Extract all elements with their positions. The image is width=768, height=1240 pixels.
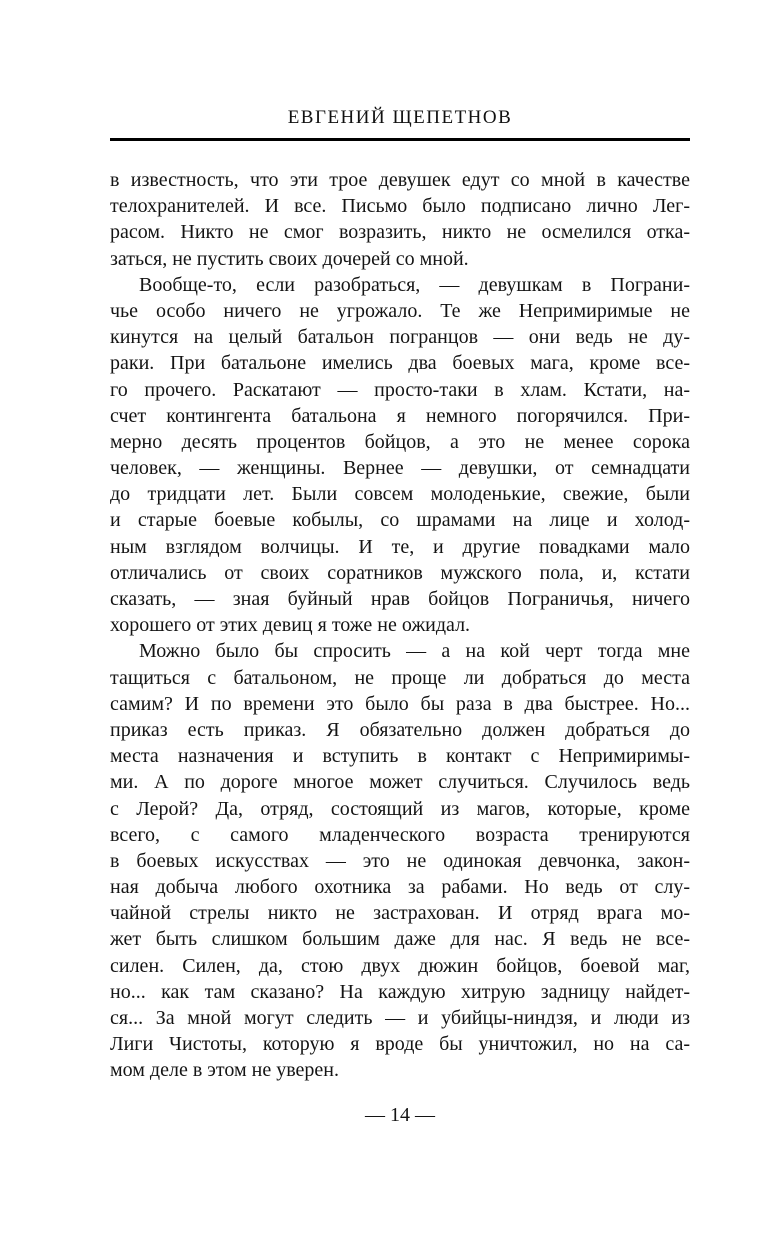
header-rule-divider — [110, 138, 690, 141]
text-line: отличались от своих соратников мужского пола, и, кстати — [110, 561, 690, 584]
text-line: кинутся на целый батальон погранцов — они ведь не ду- — [110, 326, 690, 349]
text-line: до тридцати лет. Были совсем молоденькие, свежие, были — [110, 483, 690, 506]
text-line: и старые боевые кобылы, со шрамами на лице и холод- — [110, 509, 690, 532]
page-number: — 14 — — [365, 1104, 435, 1126]
paragraph — [110, 272, 690, 639]
paragraph — [110, 638, 690, 1083]
paragraph — [110, 167, 690, 272]
text-line: сказать, — зная буйный нрав бойцов Пограничья, ничего — [110, 588, 690, 610]
text-line: в известность, что эти трое девушек едут со мной в качестве — [110, 169, 690, 191]
text-line: всего, с самого младенческого возраста тренируются — [110, 823, 690, 846]
text-line: силен. Силен, да, стою двух дюжин бойцов, боевой маг, — [110, 954, 690, 977]
text-line: но... как там сказано? На каждую хитрую задницу найдет- — [110, 980, 690, 1003]
text-line: жет быть слишком большим даже для нас. Я ведь не все- — [110, 928, 690, 951]
text-line: ным взглядом волчицы. И те, и другие повадками мало — [110, 535, 690, 558]
text-line: заться, не пустить своих дочерей со мной. — [110, 247, 469, 270]
text-block — [110, 167, 690, 1084]
text-line: человек, — женщины. Вернее — девушки, от семнадцати — [110, 457, 690, 480]
text-line: в боевых искусствах — это не одинокая девчонка, закон- — [110, 849, 690, 872]
text-line: Можно было бы спросить — а на кой черт тогда мне — [139, 640, 690, 663]
text-line: мерно десять процентов бойцов, а это не менее сорока — [110, 430, 690, 453]
text-line: Вообще-то, если разобраться, — девушкам в Пограни- — [139, 273, 690, 296]
text-line: с Лерой? Да, отряд, состоящий из магов, которые, кроме — [110, 797, 690, 820]
text-line: мом деле в этом не уверен. — [110, 1059, 339, 1082]
running-header-author: ЕВГЕНИЙ ЩЕПЕТНОВ — [287, 107, 513, 128]
text-line: расом. Никто не смог возразить, никто не осмелился отка- — [110, 221, 690, 244]
text-line: ся... За мной могут следить — и убийцы-ниндзя, и люди из — [110, 1007, 690, 1029]
text-line: ная добыча любого охотника за рабами. Но ведь от слу- — [110, 876, 690, 899]
text-line: телохранителей. И все. Письмо было подписано лично Лег- — [110, 195, 690, 218]
text-line: приказ есть приказ. Я обязательно должен добраться до — [110, 718, 690, 741]
text-line: самим? И по времени это было бы раза в два быстрее. Но... — [110, 692, 690, 715]
text-line: чье особо ничего не угрожало. Те же Непримиримые не — [110, 299, 690, 322]
text-line: счет контингента батальона я немного погорячился. При- — [110, 404, 690, 427]
text-line: ми. А по дороге многое может случиться. Случилось ведь — [110, 771, 690, 794]
text-line: места назначения и вступить в контакт с Непримиримы- — [110, 745, 690, 768]
text-line: хорошего от этих девиц я тоже не ожидал. — [110, 614, 471, 637]
text-line: раки. При батальоне имелись два боевых мага, кроме все- — [110, 352, 690, 375]
text-line: чайной стрелы никто не застрахован. И отряд врага мо- — [110, 902, 690, 925]
text-line: Лиги Чистоты, которую я вроде бы уничтожил, но на са- — [110, 1033, 690, 1056]
text-line: го прочего. Раскатают — просто-таки в хлам. Кстати, на- — [110, 378, 690, 401]
text-line: тащиться с батальоном, не проще ли добраться до места — [110, 666, 690, 689]
